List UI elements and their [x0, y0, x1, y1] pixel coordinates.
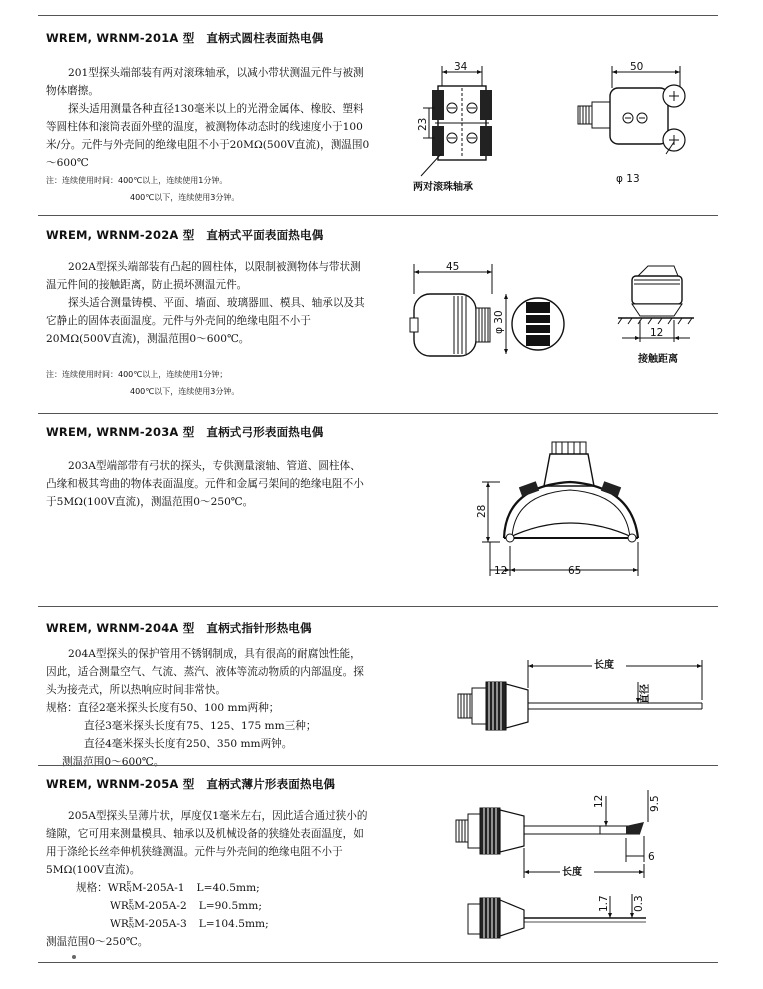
section-202-body	[46, 258, 366, 348]
spec-model-rest: M-205A-1	[131, 882, 185, 894]
section-202-note	[46, 366, 239, 400]
section-204-body	[46, 645, 371, 771]
dim-45: 45	[446, 261, 460, 273]
dim-0-3: 0.3	[633, 895, 645, 912]
spec-line: 直径4毫米探头长度有250、350 mm两钟。	[84, 738, 293, 750]
title-code: WREM, WRNM-202A 型	[46, 228, 195, 242]
section-divider	[38, 215, 718, 216]
section-202-title	[46, 227, 323, 243]
spec-model: WR	[107, 882, 127, 894]
note-line: 400℃以下，连续使用3分钟。	[130, 193, 240, 202]
contact-distance-diagram	[618, 262, 698, 372]
section-201-note	[46, 172, 239, 206]
section-205-title	[46, 776, 335, 792]
dim-12: 12	[650, 327, 664, 339]
contact-caption: 接触距离	[638, 354, 678, 365]
dim-34: 34	[454, 61, 468, 73]
spec-model: WR	[110, 900, 129, 912]
spec-head: 规格：	[76, 882, 108, 894]
dim-12: 12	[593, 794, 605, 808]
dim-phi30: φ 30	[493, 310, 505, 334]
spec-value: L=40.5mm;	[196, 882, 260, 894]
section-203-body	[46, 457, 371, 511]
title-cn: 直柄式弓形表面热电偶	[206, 425, 324, 439]
dim-6: 6	[648, 851, 655, 863]
section-201-body	[46, 64, 371, 172]
scan-speck	[72, 955, 76, 959]
dim-12: 12	[494, 565, 508, 577]
spec-model-rest: M-205A-2	[134, 900, 187, 912]
section-201-title	[46, 30, 323, 46]
paragraph: 204A型探头的保护管用不锈钢制成，具有很高的耐腐蚀性能，因此，适合测量空气、气流、蒸汽、液体等流动物质的内部温度。探头为接壳式，所以热响应时间非常快。	[46, 648, 364, 696]
bottom-divider	[38, 962, 718, 963]
section-205-body	[46, 807, 371, 951]
length-label: 长度	[562, 867, 582, 878]
spec-value: L=104.5mm;	[198, 918, 269, 930]
title-cn: 直柄式圆柱表面热电偶	[206, 31, 324, 45]
spec-sub: N	[128, 923, 135, 930]
title-cn: 直柄式薄片形表面热电偶	[206, 777, 336, 791]
title-cn: 直柄式平面表面热电偶	[206, 228, 324, 242]
title-code: WREM, WRNM-203A 型	[46, 425, 195, 439]
dim-9-5: 9.5	[649, 795, 661, 812]
paragraph: 探头适合测量铸模、平面、墙面、玻璃器皿、模具、轴承以及其它静止的固体表面温度。元件与外壳间的绝缘电阻不小于20MΩ(500V直流)，测温范围0～600℃。	[46, 297, 365, 345]
spec-sup: E	[128, 917, 134, 924]
thin-film-probe-diagram	[450, 786, 690, 946]
length-label: 长度	[594, 660, 614, 671]
section-divider	[38, 413, 718, 414]
spec-model: WR	[110, 918, 129, 930]
bearing-probe-diagram	[405, 58, 525, 198]
section-203-title	[46, 424, 323, 440]
dim-23: 23	[417, 117, 429, 131]
needle-probe-diagram	[452, 652, 712, 742]
dim-65: 65	[568, 565, 582, 577]
dim-1-7: 1.7	[598, 895, 610, 912]
bearing-caption: 两对滚珠轴承	[413, 182, 473, 193]
dim-28: 28	[476, 504, 488, 518]
paragraph: 201型探头端部装有两对滚珠轴承，以减小带状测温元件与被测物体磨擦。	[46, 67, 364, 97]
spec-value: L=90.5mm;	[198, 900, 262, 912]
spec-sup: E	[126, 881, 132, 888]
title-code: WREM, WRNM-204A 型	[46, 621, 195, 635]
spec-row	[76, 897, 371, 915]
top-divider	[38, 15, 718, 16]
diameter-label: 直径	[640, 684, 651, 704]
note-line: 注：连续使用时间：400℃以上，连续使用1分钟；	[46, 370, 228, 379]
range-line: 测温范围0～250℃。	[46, 936, 149, 948]
spec-line: 直径3毫米探头长度有75、125、175 mm三种；	[84, 720, 317, 732]
bow-probe-diagram	[460, 438, 660, 583]
paragraph: 203A型端部带有弓状的探头，专供测量滚轴、管道、圆柱体、凸缘和极其弯曲的物体表面温度。元件和金属弓架间的绝缘电阻不小于5MΩ(100V直流)，测温范围0～250℃。	[46, 460, 364, 508]
spec-sup: E	[128, 899, 134, 906]
paragraph: 205A型探头呈薄片状，厚度仅1毫米左右，因此适合通过狭小的缝隙，它可用来测量模具、轴承以及机械设备的狭缝处表面温度，如用于涤纶长丝牵伸机狭缝测温。元件与外壳间的绝缘电阻不小于5MΩ(100V直流)。	[46, 810, 368, 876]
spec-sub: N	[128, 905, 135, 912]
spec-line: 测温范围0～600℃。	[62, 756, 165, 768]
spec-model-rest: M-205A-3	[134, 918, 187, 930]
note-line: 400℃以下，连续使用3分钟。	[130, 387, 240, 396]
spec-row	[76, 879, 371, 897]
bearing-probe-side-diagram	[570, 58, 700, 188]
paragraph: 202A型探头端部装有凸起的圆柱体，以限制被测物体与带状测温元件间的接触距离，防止损坏测温元件。	[46, 261, 361, 291]
flat-probe-diagram	[402, 258, 562, 368]
title-code: WREM, WRNM-201A 型	[46, 31, 195, 45]
spec-row	[76, 915, 371, 933]
spec-line: 规格：直径2毫米探头长度有50、100 mm两种；	[46, 702, 280, 714]
spec-sub: N	[126, 887, 132, 894]
section-divider	[38, 606, 718, 607]
title-code: WREM, WRNM-205A 型	[46, 777, 195, 791]
section-divider	[38, 765, 718, 766]
dim-phi13: φ 13	[616, 173, 640, 185]
spec-list	[46, 879, 371, 933]
section-204-title	[46, 620, 312, 636]
title-cn: 直柄式指针形热电偶	[206, 621, 312, 635]
dim-50: 50	[630, 61, 644, 73]
paragraph: 探头适用测量各种直径130毫米以上的光滑金属体、橡胶、塑料等圆柱体和滚筒表面外壁的温度，被测物体动态时的线速度小于100米/分。元件与外壳间的绝缘电阻不小于20MΩ(500V直流)，测温围0～600℃	[46, 103, 370, 169]
note-line: 注：连续使用时间：400℃以上，连续使用1分钟。	[46, 176, 228, 185]
